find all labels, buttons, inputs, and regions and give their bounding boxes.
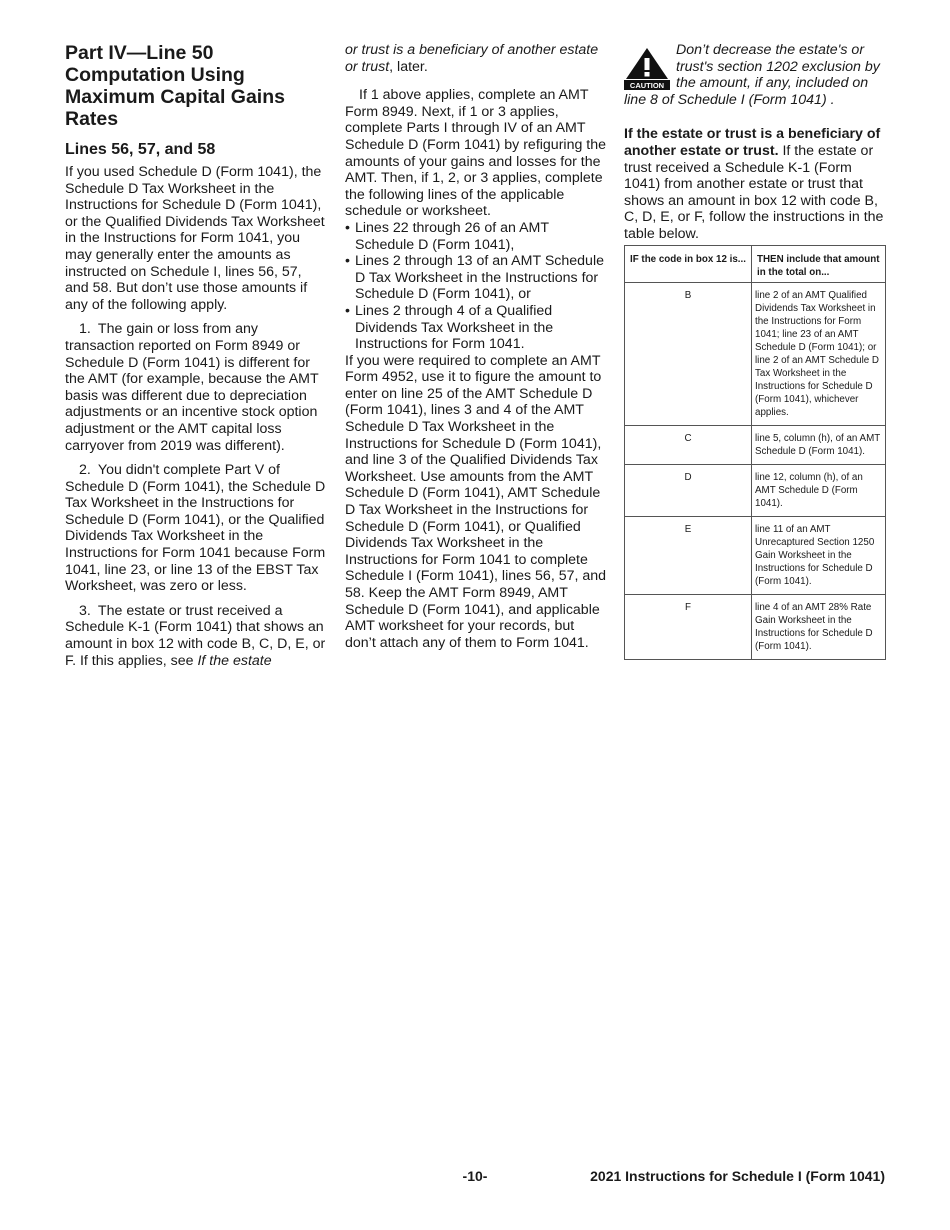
page-number: -10- <box>462 1168 488 1184</box>
document-title: 2021 Instructions for Schedule I (Form 1041) <box>590 1168 885 1184</box>
column-middle <box>345 42 607 651</box>
condition-item-1: 1. The gain or loss from any transaction reported on Form 8949 or Schedule D (Form 1041) is different for the AMT (for example, because the AMT basis was different due to depreciation adjustments or an incentive stock option adjustment or the AMT capital loss carryover from 2019 was different). <box>65 321 319 454</box>
intro-paragraph: If you used Schedule D (Form 1041), the Schedule D Tax Worksheet in the Instructions for Schedule D (Form 1041), or the Qualified Dividends Tax Worksheet in the Instructions for Form 1041, you may generally enter the amounts as instructed on Schedule I, lines 56, 57, and 58. But don’t use those amounts if any of the following apply. <box>65 164 325 313</box>
form-4952-paragraph: If you were required to complete an AMT Form 4952, use it to figure the amount to enter on line 25 of the AMT Schedule D (Form 1041), lines 3 and 4 of the AMT Schedule D Tax Worksheet in the Instructions for Schedule D (Form 1041), and line 3 of the Qualified Dividends Tax Worksheet. Use amounts from the AMT Schedule D (Form 1041), AMT Schedule D Tax Worksheet in the Instructions for Schedule D (Form 1041), or Qualified Dividends Tax Worksheet in the Instructions for Form 1041 to complete Schedule I (Form 1041), lines 56, 57, and 58. Keep the AMT Form 8949, AMT Schedule D (Form 1041), and applicable AMT worksheet for your records, but don’t attach any of them to Form 1041. <box>345 352 607 651</box>
condition-item-3-text: 3. The estate or trust received a Schedule K-1 (Form 1041) that shows an amount in box 12 with code B, C, D, E, or F. If this applies, see <box>65 602 326 669</box>
cross-reference-text[interactable]: or trust is a beneficiary of another estate or trust <box>345 42 599 75</box>
table-cell-code: B <box>625 282 752 425</box>
table-cell-code: E <box>625 516 752 594</box>
table-header-then: THEN include that amount in the total on... <box>752 245 886 282</box>
cross-reference-link[interactable]: If the estate <box>197 652 272 669</box>
table-row <box>625 594 886 659</box>
bullet-item: • Lines 22 through 26 of an AMT Schedule D (Form 1041), <box>345 220 607 253</box>
table-header-if: IF the code in box 12 is... <box>625 245 752 282</box>
column-left <box>65 42 327 669</box>
bullet-item: • Lines 2 through 13 of an AMT Schedule D Tax Worksheet in the Instructions for Schedule D (Form 1041), or <box>345 253 607 303</box>
table-header-row <box>625 245 886 282</box>
table-row <box>625 464 886 516</box>
table-cell-text: line 4 of an AMT 28% Rate Gain Worksheet in the Instructions for Schedule D (Form 1041). <box>752 594 886 659</box>
caution-icon <box>624 46 670 90</box>
table-cell-code: D <box>625 464 752 516</box>
beneficiary-text: If the estate or trust received a Schedule K-1 (Form 1041) from another estate or trust that shows an amount in box 12 with code B, C, D, E, or F, follow the instructions in the table below. <box>624 142 884 242</box>
condition-item-2: 2. You didn't complete Part V of Schedule D (Form 1041), the Schedule D Tax Worksheet in the Instructions for Schedule D (Form 1041), or the Qualified Dividends Tax Worksheet in the Instructions for Form 1041 because Form 1041, line 23, or line 13 of the EBST Tax Worksheet, was zero or less. <box>65 462 326 595</box>
beneficiary-heading: If the estate or trust is a beneficiary of another estate or trust. <box>624 126 881 159</box>
subsection-heading: Lines 56, 57, and 58 <box>65 141 216 158</box>
column-right <box>624 42 886 660</box>
box-12-code-table <box>624 245 886 660</box>
table-row <box>625 425 886 464</box>
cross-reference-suffix: , later. <box>389 58 428 75</box>
table-cell-text: line 11 of an AMT Unrecaptured Section 1250 Gain Worksheet in the Instructions for Schedule D (Form 1041). <box>752 516 886 594</box>
caution-text-body: Don’t decrease the estate's or trust's section 1202 exclusion by the amount, if any, included on line 8 of Schedule I (Form 1041) . <box>624 42 880 108</box>
amt-instructions-paragraph: If 1 above applies, complete an AMT Form 8949. Next, if 1 or 3 applies, complete Parts I through IV of an AMT Schedule D (Form 1041) by refiguring the amounts of your gains and losses for the AMT. Then, if 1, 2, or 3 applies, complete the following lines of the applicable schedule or worksheet. <box>345 87 607 220</box>
table-row <box>625 516 886 594</box>
table-cell-text: line 12, column (h), of an AMT Schedule D (Form 1041). <box>752 464 886 516</box>
table-cell-code: F <box>625 594 752 659</box>
caution-label: CAUTION <box>629 81 665 90</box>
caution-block <box>624 42 886 108</box>
bullet-item: • Lines 2 through 4 of a Qualified Dividends Tax Worksheet in the Instructions for Form 1041. <box>345 303 607 353</box>
table-cell-text: line 2 of an AMT Qualified Dividends Tax Worksheet in the Instructions for Form 1041; line 23 of an AMT Schedule D (Form 1041); or line 2 of an AMT Schedule D Tax Worksheet in the Instructions for Schedule D (Form 1041), whichever applies. <box>752 282 886 425</box>
cross-reference-continued <box>345 42 607 75</box>
table-row <box>625 282 886 425</box>
beneficiary-paragraph <box>624 126 886 242</box>
section-heading: Part IV—Line 50 Computation Using Maximum Capital Gains Rates <box>65 42 285 130</box>
table-cell-text: line 5, column (h), of an AMT Schedule D (Form 1041). <box>752 425 886 464</box>
condition-item-3 <box>65 603 327 669</box>
table-cell-code: C <box>625 425 752 464</box>
